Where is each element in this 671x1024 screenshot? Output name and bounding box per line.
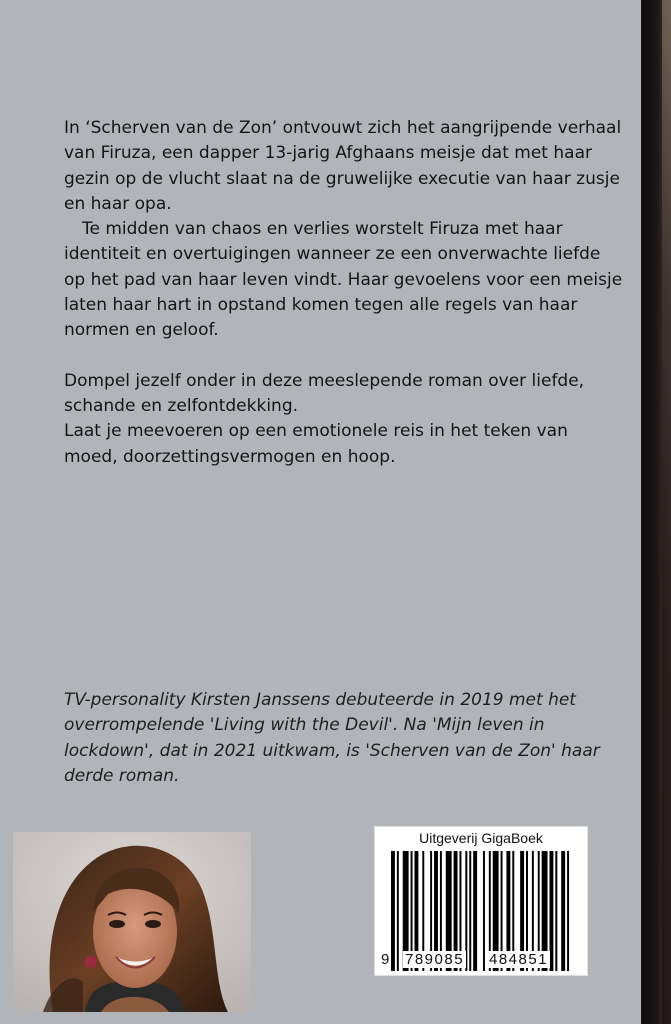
barcode-bar-29: [567, 851, 569, 971]
isbn-lead-digit: 9: [381, 951, 390, 968]
barcode-bar-14: [473, 851, 477, 971]
blurb-paragraph-2: Te midden van chaos en verlies worstelt Firuza met haar identiteit en overtuigingen wanneer ze een onverwachte liefde op het pad van haar leven vindt. Haar gevoelens voor een meisje laten haar hart in opstand komen tegen alle regels van haar normen en geloof.: [64, 219, 623, 341]
cover-edge: [662, 0, 671, 1024]
barcode-bar-1: [397, 851, 399, 971]
barcode-bar-26: [549, 851, 553, 971]
isbn-group-1: 789085: [405, 951, 465, 968]
publisher-name: Uitgeverij GigaBoek: [419, 830, 543, 846]
isbn-group-2: 484851: [489, 951, 549, 968]
author-bio: TV-personality Kirsten Janssens debuteerde in 2019 met het overrompelende 'Living with the Devil'. Na 'Mijn leven in lockdown', dat in 2021 uitkwam, is 'Scherven van de Zon' haar derde roman.: [64, 690, 600, 786]
barcode-bar-28: [561, 851, 565, 971]
author-photo: [13, 832, 251, 1012]
blurb-paragraph-3: Dompel jezelf onder in deze meeslepende roman over liefde, schande en zelfontdekking.: [64, 370, 585, 416]
barcode-bar-27: [555, 851, 557, 971]
back-cover-blurb: [64, 116, 624, 470]
barcode-bar-0: [391, 851, 395, 971]
author-portrait-illustration: [13, 832, 251, 1012]
barcode-bar-13: [469, 851, 471, 971]
blurb-paragraph-1: In ‘Scherven van de Zon’ ontvouwt zich het aangrijpende verhaal van Firuza, een dapper 13-jarig Afghaans meisje dat met haar gezin op de vlucht slaat na de gruwelijke executie van haar zusje en haar opa.: [64, 118, 622, 214]
barcode-label: [374, 826, 588, 976]
blurb-paragraph-4: Laat je meevoeren op een emotionele reis in het teken van moed, doorzettingsvermogen en hoop.: [64, 421, 568, 467]
barcode-bar-15: [483, 851, 485, 971]
